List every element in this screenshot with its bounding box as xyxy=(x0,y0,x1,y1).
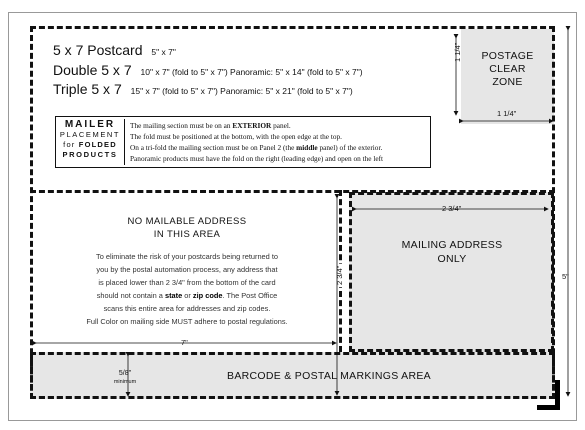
mailer-label: MAILER PLACEMENT for FOLDED PRODUCTS xyxy=(59,119,121,159)
size-name: Double 5 x 7 xyxy=(53,62,132,78)
height-dim-label: 5" xyxy=(562,272,569,281)
barcode-dim-label: 5/8" minimum xyxy=(113,370,137,385)
size-detail: 10" x 7" (fold to 5" x 7") Panoramic: 5" x 14" (fold to 5" x 7") xyxy=(140,67,363,77)
postage-label: POSTAGE CLEAR ZONE xyxy=(481,50,534,88)
mailing-dim-vertical: 2 3/4" xyxy=(335,265,344,285)
non-mailable-title: NO MAILABLE ADDRESS IN THIS AREA xyxy=(127,216,247,240)
width-dim-label: 7" xyxy=(178,338,191,347)
mailing-dim-horizontal: 2 3/4" xyxy=(439,204,464,213)
barcode-label: BARCODE & POSTAL MARKINGS AREA xyxy=(227,370,431,382)
size-detail: 5" x 7" xyxy=(151,47,176,57)
mailer-rules: The mailing section must be on an EXTERIOR panel. The fold must be positioned at the bottom, with the open edge at the top. On a tri-fold the mailing section must be on Panel 2 (the middle panel) of the exterior. Panoramic products must have the fold on the right (leading edge) and open on the left xyxy=(130,121,384,163)
size-name: 5 x 7 Postcard xyxy=(53,42,143,58)
size-name: Triple 5 x 7 xyxy=(53,81,122,97)
mailing-address-label: MAILING ADDRESS ONLY xyxy=(401,239,503,265)
postage-dim-vertical: 1 1/4" xyxy=(453,42,462,62)
size-detail: 15" x 7" (fold to 5" x 7") Panoramic: 5" x 21" (fold to 5" x 7") xyxy=(130,86,353,96)
non-mailable-body: To eliminate the risk of your postcards being returned to you by the postal automation process, any address that is placed lower than 2 3/4" from the bottom of the card should not contain a state or zip code. The Post Office scans this entire area for addresses and zip codes. Full Color on mailing side MUST adhere to postal regulations. xyxy=(86,252,288,326)
postage-dim-horizontal: 1 1/4" xyxy=(497,109,517,118)
